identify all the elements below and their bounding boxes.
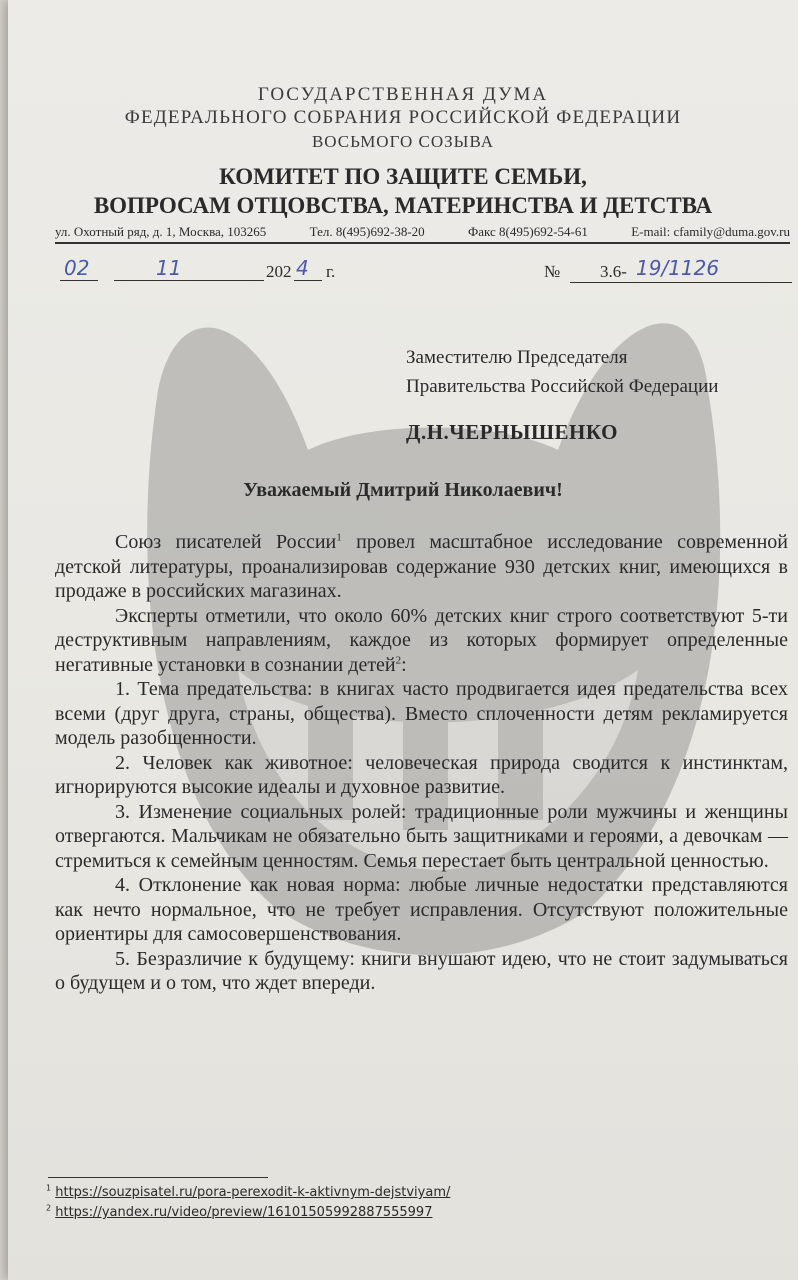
fax: Факс 8(495)692-54-61	[468, 224, 588, 239]
date-year-unit: г.	[326, 262, 336, 281]
list-item: 1. Тема предательства: в книгах часто продвигается идея предательства всех всеми (друг друга, страны, общества). Вместо сплоченности детям рекламируется модель разобщенности.	[55, 678, 788, 749]
letterhead-duma: ГОСУДАРСТВЕННАЯ ДУМА	[257, 84, 549, 105]
addressee-name: Д.Н.ЧЕРНЫШЕНКО	[406, 420, 618, 444]
number-label: №	[544, 262, 561, 281]
paragraph-1: Союз писателей России$^1$ провел масштабное исследование современной детской литературы, проанализировав содержание 930 детских книг, имеющихся в продаже в российских магазинах.	[55, 531, 789, 602]
footnote-1: $^1$ https://souzpisatel.ru/pora-perexodit-k-aktivnym-dejstviyam/	[46, 1183, 451, 1200]
footnote-divider	[48, 1177, 268, 1178]
list-item: 3. Изменение социальных ролей: традиционные роли мужчины и женщины отвергаются. Мальчикам не обязательно быть защитниками и героями, а девочкам — стремиться к семейным ценностям. Семья перестает быть центральной ценностью.	[55, 800, 788, 872]
date-day: 02	[64, 256, 90, 280]
letter-body	[55, 530, 788, 996]
footnote-ref-2: 2	[395, 653, 402, 666]
paragraph-2: Эксперты отметили, что около 60% детских книг строго соответствуют 5-ти деструктивным направлениям, каждое из которых формирует определенные негативные установки в сознании детей$^2$:	[55, 604, 788, 676]
date-year-prefix: 202	[266, 262, 292, 281]
date-number-line	[60, 256, 795, 292]
number-handwritten: 19/1126	[636, 256, 720, 280]
list-item: 2. Человек как животное: человеческая природа сводится к инстинктам, игнорируются высокие идеалы и духовное развитие.	[55, 751, 788, 798]
list-item: 4. Отклонение как новая норма: любые личные недостатки представляются как нечто нормальное, что не требует исправления. Отсутствуют положительные ориентиры для самосовершенствования.	[55, 874, 788, 945]
letterhead-convocation: ВОСЬМОГО СОЗЫВА	[311, 132, 495, 151]
footnote-link-1[interactable]: https://souzpisatel.ru/pora-perexodit-k-aktivnym-dejstviyam/	[55, 1185, 451, 1200]
contact-line	[55, 224, 790, 244]
addressee-position: Заместителю Председателя	[406, 347, 628, 368]
phone: Тел. 8(495)692-38-20	[309, 224, 425, 239]
footnote-link-2[interactable]: https://yandex.ru/video/preview/16101505992887555997	[55, 1205, 433, 1220]
footnote-ref-1: 1	[336, 531, 342, 544]
addressee-government: Правительства Российской Федерации	[406, 376, 719, 397]
date-year-suffix: 4	[296, 256, 309, 280]
committee-title-1: КОМИТЕТ ПО ЗАЩИТЕ СЕМЬИ,	[219, 164, 587, 189]
list-item: 5. Безразличие к будущему: книги внушают идею, что не стоит задумываться о будущем и о том, что ждет впереди.	[55, 947, 788, 994]
address: ул. Охотный ряд, д. 1, Москва, 103265	[55, 224, 267, 239]
number-prefix: 3.6-	[600, 262, 627, 281]
salutation: Уважаемый Дмитрий Николаевич!	[243, 479, 563, 501]
document-page	[8, 0, 798, 1280]
email: E-mail: cfamily@duma.gov.ru	[631, 224, 790, 239]
date-month: 11	[156, 256, 182, 280]
committee-title-2: ВОПРОСАМ ОТЦОВСТВА, МАТЕРИНСТВА И ДЕТСТВА	[93, 193, 713, 218]
letterhead-assembly: ФЕДЕРАЛЬНОГО СОБРАНИЯ РОССИЙСКОЙ ФЕДЕРАЦИИ	[124, 107, 682, 128]
footnote-2: $^2$ https://yandex.ru/video/preview/16101505992887555997	[46, 1203, 433, 1220]
